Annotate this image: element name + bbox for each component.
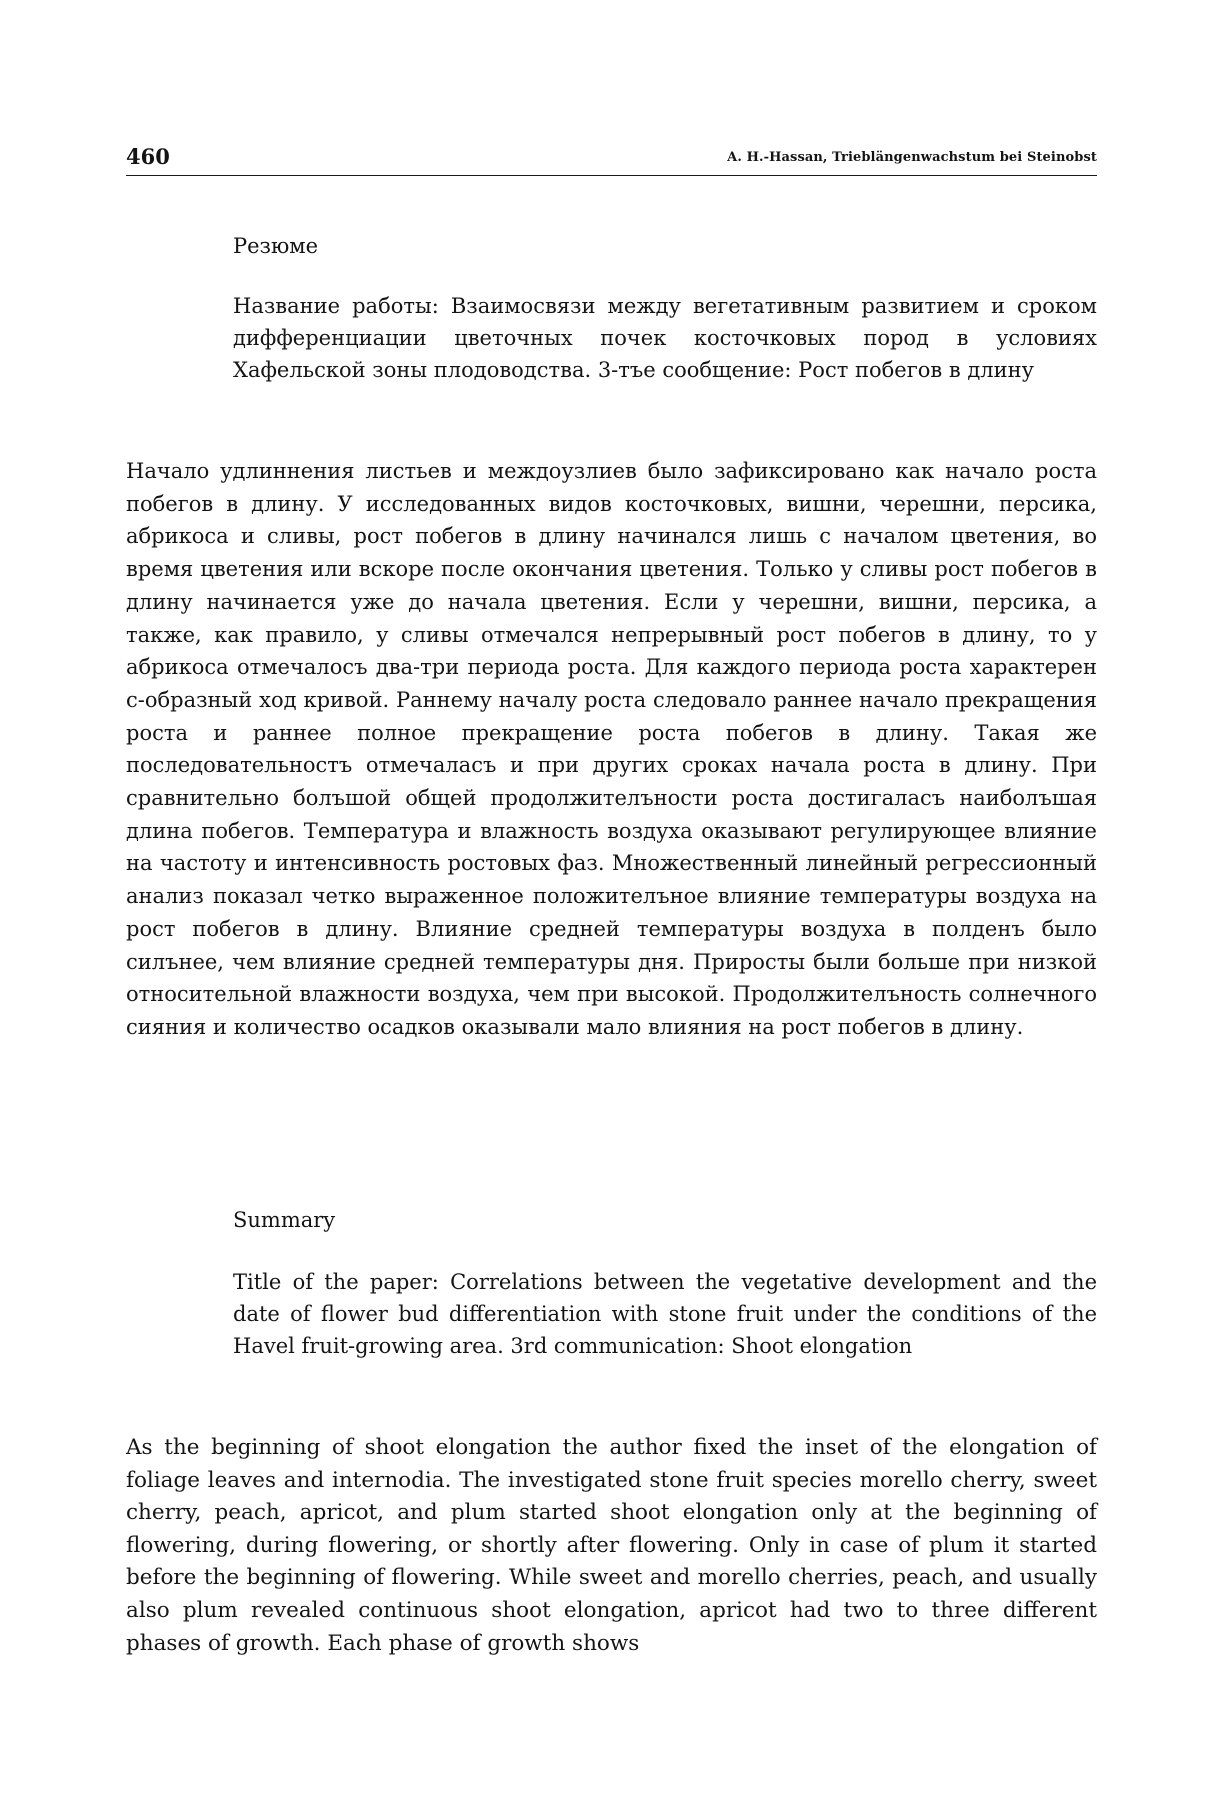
resume-paper-title: Название работы: Взаимосвязи между вегетативным развитием и сроком дифференциации цветочных почек косточковых пород в условиях Хафельской зоны плодоводства. 3-тъе сообщение: Рост побегов в длину bbox=[233, 294, 1097, 382]
summary-paper-title: Title of the paper: Correlations between the vegetative development and the date of flower bud differentiation with stone fruit under the conditions of the Havel fruit-growing area. 3rd communication: Shoot elongation bbox=[233, 1270, 1097, 1358]
summary-heading: Summary bbox=[233, 1208, 336, 1232]
resume-body: Начало удлиннения листьев и междоузлиев было зафиксировано как начало роста побегов в длину. У исследованных видов косточковых, вишни, черешни, персика, абрикоса и сливы, рост побегов в длину начинался лишь с началом цветения, во время цветения или вскоре после окончания цветения. Только у сливы рост побегов в длину начинается уже до начала цветения. Если у черешни, вишни, персика, а также, как правило, у сливы отмечался непрерывный рост побегов в длину, то у абрикоса отмечалосъ два-три периода роста. Для каждого периода роста характерен с-образный ход кривой. Раннему началу роста следовало раннее начало прекращения роста и раннее полное прекращение роста побегов в длину. Такая же последовательностъ отмечаласъ и при других сроках начала роста в длину. При сравнительно болъшой общей продолжителъности роста достигаласъ наиболъшая длина побегов. Температура и влажность воздуха оказывают регулирующее влияние на частоту и интенсивность ростовых фаз. Множественный линейный регрессионный анализ показал четко выраженное положителъное влияние температуры воздуха на рост побегов в длину. Влияние средней температуры воздуха в полденъ было силънее, чем влияние средней температуры дня. Приросты были больше при низкой относительной влажности воздуха, чем при высокой. Продолжителъность солнечного сияния и количество осадков оказывали мало влияния на рост побегов в длину. bbox=[126, 459, 1097, 1039]
resume-heading: Резюме bbox=[233, 234, 319, 258]
page-header bbox=[126, 145, 1097, 176]
running-head: A. H.-Hassan, Trieblängenwachstum bei Steinobst bbox=[727, 150, 1097, 165]
summary-body: As the beginning of shoot elongation the author fixed the inset of the elongation of foliage leaves and internodia. The investigated stone fruit species morello cherry, sweet cherry, peach, apricot, and plum started shoot elongation only at the beginning of flowering, during flowering, or shortly after flowering. Only in case of plum it started before the beginning of flowering. While sweet and morello cherries, peach, and usually also plum revealed continuous shoot elongation, apricot had two to three different phases of growth. Each phase of growth shows bbox=[126, 1435, 1097, 1656]
page-number: 460 bbox=[126, 144, 170, 169]
